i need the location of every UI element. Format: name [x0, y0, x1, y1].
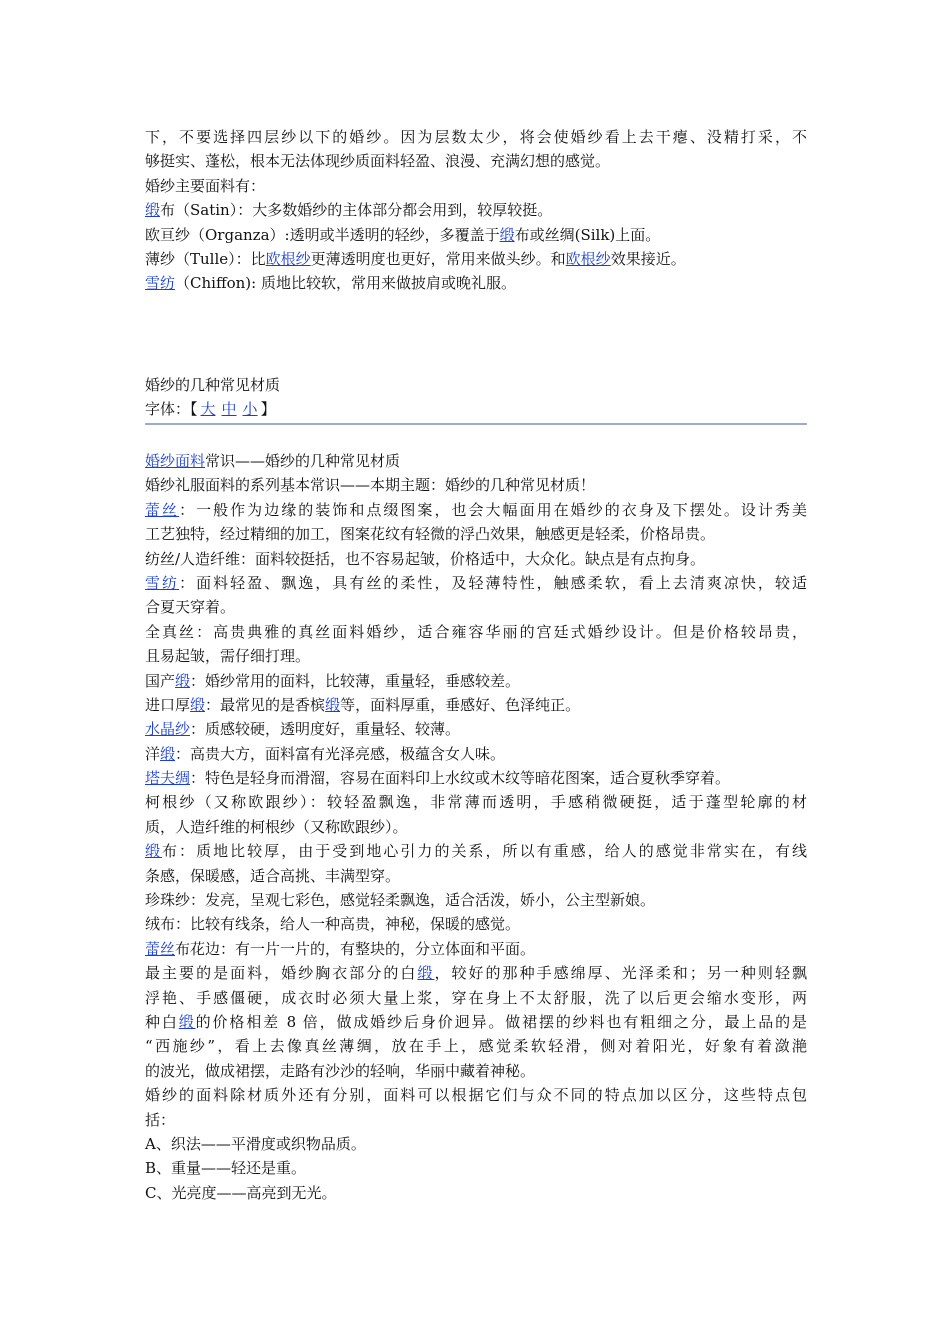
western-satin-link[interactable]: 缎	[160, 744, 176, 763]
main-line-3	[145, 1010, 807, 1034]
lace-line-1	[145, 498, 807, 522]
lace-trim-line	[145, 937, 807, 961]
chiffon-body-desc: ：面料轻盈、飘逸，具有丝的柔性，及轻薄特性，触感柔软，看上去清爽凉快，较适	[179, 573, 807, 592]
tulle-desc-b: 更薄透明度也更好，常用来做头纱。和	[310, 249, 566, 268]
main-line-5: 的波光，做成裙摆，走路有沙沙的轻响，华丽中藏着神秘。	[145, 1061, 536, 1080]
main-desc-3b: 的价格相差 8 倍，做成婚纱后身价迥异。做裙摆的纱料也有粗细之分，最上品的是	[195, 1012, 807, 1031]
domestic-desc-b: ：婚纱常用的面料，比较薄，重量轻，垂感较差。	[190, 671, 521, 690]
header-divider	[145, 423, 807, 425]
pearl-line: 珍珠纱：发亮，呈观七彩色，感觉轻柔飘逸，适合活泼，娇小，公主型新娘。	[145, 891, 656, 910]
silk-line-2: 且易起皱，需仔细打理。	[145, 647, 311, 666]
main-desc-1b: ，较好的那种手感绵厚、光泽柔和；另一种则轻飘	[434, 964, 807, 983]
chiffon-body-line-2: 合夏天穿着。	[145, 598, 236, 617]
imported-satin-link[interactable]: 缎	[190, 695, 206, 714]
list-item-a: A、织法——平滑度或织物品质。	[145, 1134, 366, 1153]
organza-desc-a: 欧亘纱（Organza）:透明或半透明的轻纱，多覆盖于	[145, 225, 500, 244]
organza-desc-b: 布或丝绸(Silk)上面。	[514, 225, 661, 244]
silk-line-1: 全真丝：高贵典雅的真丝面料婚纱，适合雍容华丽的宫廷式婚纱设计。但是价格较昂贵，	[145, 622, 807, 641]
chiffon-desc: （Chiffon): 质地比较软，常用来做披肩或晚礼服。	[175, 274, 516, 293]
white-satin-link-2[interactable]: 缎	[178, 1012, 196, 1031]
taffeta-desc: ：特色是轻身而滑溜，容易在面料印上水纹或木纹等暗花图案，适合夏秋季穿着。	[190, 769, 731, 788]
font-small-link[interactable]: 小	[242, 400, 258, 419]
fabric-heading: 婚纱主要面料有：	[145, 176, 266, 195]
satin-desc: 布（Satin）：大多数婚纱的主体部分都会用到，较厚较挺。	[160, 201, 553, 220]
imported-satin-line	[145, 693, 807, 717]
lace-trim-desc: 布花边：有一片一片的，有整块的，分立体面和平面。	[175, 939, 536, 958]
western-desc-b: ：高贵大方，面料富有光泽亮感，极蕴含女人味。	[175, 744, 506, 763]
font-close-bracket: 】	[260, 400, 276, 419]
satin-link[interactable]: 缎	[145, 201, 161, 220]
chiffon-link[interactable]: 雪纺	[145, 274, 176, 293]
domestic-satin-line	[145, 669, 807, 693]
chiffon-line	[145, 271, 807, 295]
satin-line	[145, 198, 807, 222]
font-medium-link[interactable]: 中	[221, 400, 237, 419]
satin-body-link[interactable]: 缎	[145, 842, 163, 861]
crystal-line	[145, 717, 807, 741]
article-header	[145, 373, 807, 422]
satin-body-line-2: 条感，保暖感，适合高挑、丰满型穿。	[145, 866, 401, 885]
organza-satin-link[interactable]: 缎	[499, 225, 515, 244]
white-satin-link-1[interactable]: 缎	[417, 964, 435, 983]
champagne-satin-link[interactable]: 缎	[325, 695, 341, 714]
organza-line	[145, 223, 807, 247]
intro-section	[145, 125, 807, 296]
crystal-desc: ：质感较硬，透明度好，重量轻、较薄。	[190, 720, 461, 739]
body-heading	[145, 449, 807, 473]
western-desc-a: 洋	[145, 744, 161, 763]
taffeta-line	[145, 766, 807, 790]
crystal-link[interactable]: 水晶纱	[145, 720, 191, 739]
tulle-organza-link-1[interactable]: 欧根纱	[265, 249, 311, 268]
differences-line-2: 括：	[145, 1110, 176, 1129]
body-heading-text: 常识——婚纱的几种常见材质	[205, 452, 401, 470]
imported-desc-c: 等，面料厚重，垂感好、色泽纯正。	[340, 695, 581, 714]
main-line-1	[145, 961, 807, 985]
velvet-line: 绒布：比较有线条，给人一种高贵，神秘，保暖的感觉。	[145, 915, 521, 934]
taffeta-link[interactable]: 塔夫绸	[145, 769, 191, 788]
main-desc-1a: 最主要的是面料，婚纱胸衣部分的白	[145, 964, 418, 983]
list-item-b: B、重量——轻还是重。	[145, 1159, 307, 1178]
article-body	[145, 449, 807, 1205]
font-label: 字体：【	[145, 400, 198, 419]
intro-line-2: 够挺实、蓬松，根本无法体现纱质面料轻盈、浪漫、充满幻想的感觉。	[145, 152, 611, 171]
satin-body-desc: 布：质地比较厚，由于受到地心引力的关系，所以有重感，给人的感觉非常实在，有线	[162, 842, 807, 861]
font-size-selector	[145, 397, 807, 421]
series-line: 婚纱礼服面料的系列基本常识——本期主题：婚纱的几种常见材质！	[145, 476, 596, 495]
imported-desc-b: ：最常见的是香槟	[205, 695, 326, 714]
main-line-2: 浮艳、手感僵硬，成衣时必须大量上浆，穿在身上不太舒服，洗了以后更会缩水变形，两	[145, 988, 807, 1007]
synthetic-line: 纺丝/人造纤维：面料较挺括，也不容易起皱，价格适中，大众化。缺点是有点拘身。	[145, 549, 706, 568]
domestic-desc-a: 国产	[145, 671, 176, 690]
wedding-fabric-link[interactable]: 婚纱面料	[145, 452, 206, 470]
satin-body-line-1	[145, 839, 807, 863]
list-item-c: C、光亮度——高亮到无光。	[145, 1183, 337, 1202]
tulle-organza-link-2[interactable]: 欧根纱	[565, 249, 611, 268]
western-satin-line	[145, 742, 807, 766]
chiffon-body-line-1	[145, 571, 807, 595]
chiffon-body-link[interactable]: 雪纺	[145, 573, 180, 592]
imported-desc-a: 进口厚	[145, 695, 191, 714]
lace-link[interactable]: 蕾丝	[145, 500, 180, 519]
tulle-line	[145, 247, 807, 271]
font-large-link[interactable]: 大	[200, 400, 216, 419]
lace-line-2: 工艺独特，经过精细的加工，图案花纹有轻微的浮凸效果，触感更是轻柔，价格昂贵。	[145, 525, 716, 544]
domestic-satin-link[interactable]: 缎	[175, 671, 191, 690]
article-title: 婚纱的几种常见材质	[145, 376, 281, 394]
lace-desc-1: ：一般作为边缘的装饰和点缀图案，也会大幅面用在婚纱的衣身及下摆处。设计秀美	[179, 500, 807, 519]
lace-trim-link[interactable]: 蕾丝	[145, 939, 176, 958]
intro-line-1: 下，不要选择四层纱以下的婚纱。因为层数太少，将会使婚纱看上去干瘪、没精打采，不	[145, 128, 807, 146]
organza-body-line-2: 质，人造纤维的柯根纱（又称欧跟纱）。	[145, 817, 408, 836]
main-line-4: “西施纱”，看上去像真丝薄绸，放在手上，感觉柔软轻滑，侧对着阳光，好象有着潋滟	[145, 1037, 807, 1056]
tulle-desc-c: 效果接近。	[610, 249, 686, 268]
tulle-desc-a: 薄纱（Tulle）：比	[145, 249, 266, 268]
differences-line-1: 婚纱的面料除材质外还有分别，面料可以根据它们与众不同的特点加以区分，这些特点包	[145, 1086, 807, 1105]
main-desc-3a: 种白	[145, 1012, 179, 1031]
organza-body-line-1: 柯根纱（又称欧跟纱）：较轻盈飘逸，非常薄而透明，手感稍微硬挺，适于蓬型轮廓的材	[145, 793, 807, 812]
